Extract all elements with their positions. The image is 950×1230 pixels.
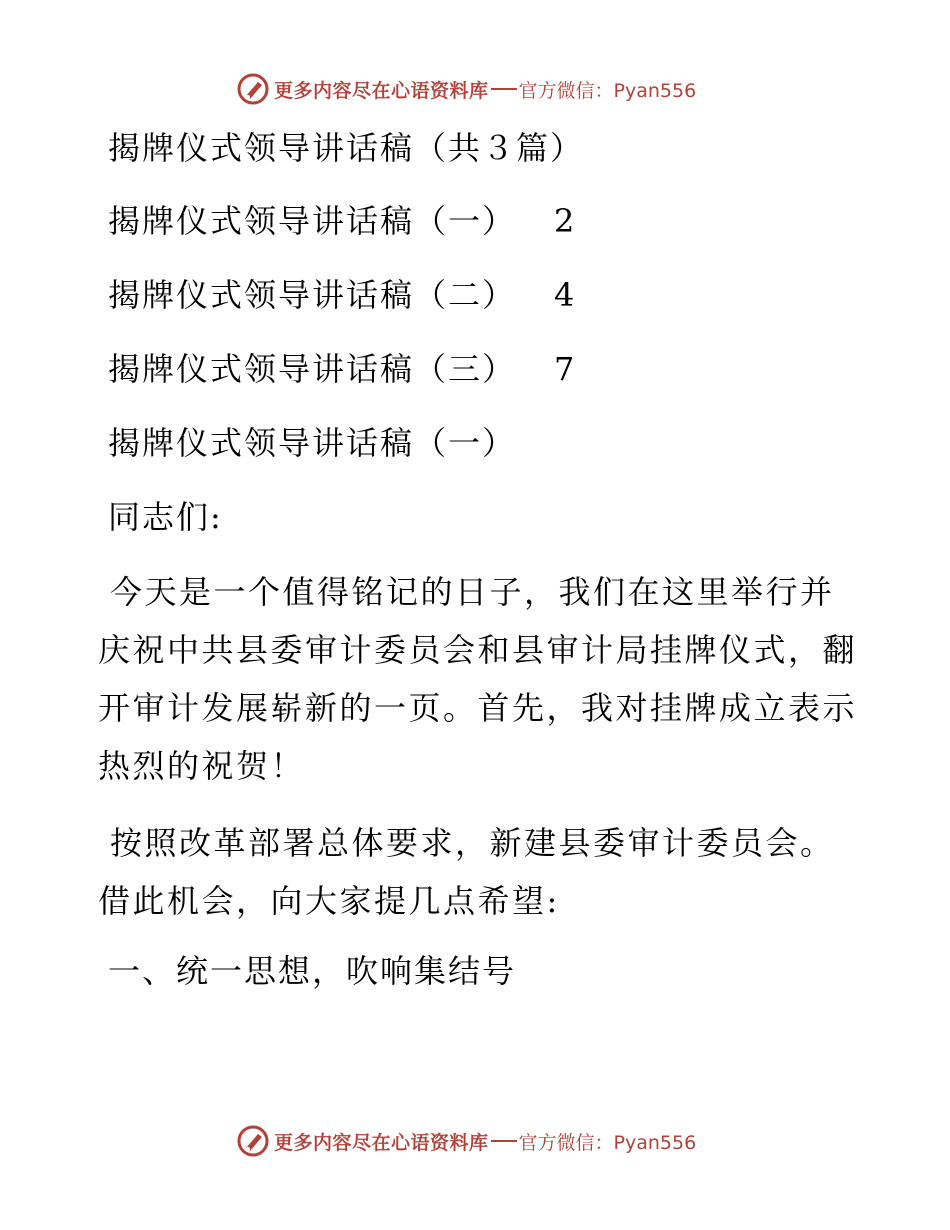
watermark-dash [491, 1140, 517, 1142]
toc-item-page: 4 [554, 276, 577, 314]
paragraph-2: 按照改革部署总体要求，新建县委审计委员会。借此机会，向大家提几点希望: [98, 824, 835, 920]
toc-item-page: 2 [554, 202, 577, 240]
pen-logo-icon [236, 72, 270, 106]
pen-logo-icon [236, 1124, 270, 1158]
watermark-brand: 更多内容尽在心语资料库 [274, 1131, 489, 1154]
article-title: 揭牌仪式领导讲话稿（一） [108, 424, 517, 462]
toc-item-3[interactable] [108, 349, 576, 389]
toc-item-1[interactable] [108, 201, 576, 241]
watermark-dash [491, 88, 517, 90]
watermark-contact: 官方微信：Pyan556 [518, 1131, 697, 1154]
salutation: 同志们: [108, 498, 223, 536]
footer-watermark [236, 1124, 696, 1158]
toc-item-label: 揭牌仪式领导讲话稿（三） [108, 350, 517, 388]
toc-heading: 揭牌仪式领导讲话稿（共３篇） [108, 129, 585, 167]
paragraph-1: 今天是一个值得铭记的日子，我们在这里举行并庆祝中共县委审计委员会和县审计局挂牌仪式，翻开审计发展崭新的一页。首先，我对挂牌成立表示热烈的祝贺！ [98, 573, 858, 785]
section-heading: 一、统一思想，吹响集结号 [108, 952, 517, 990]
toc-item-label: 揭牌仪式领导讲话稿（二） [108, 276, 517, 314]
watermark-brand: 更多内容尽在心语资料库 [274, 79, 489, 102]
watermark-contact: 官方微信：Pyan556 [518, 79, 697, 102]
toc-item-page: 7 [554, 350, 577, 388]
toc-item-2[interactable] [108, 275, 576, 315]
header-watermark [236, 72, 696, 106]
toc-item-label: 揭牌仪式领导讲话稿（一） [108, 202, 517, 240]
